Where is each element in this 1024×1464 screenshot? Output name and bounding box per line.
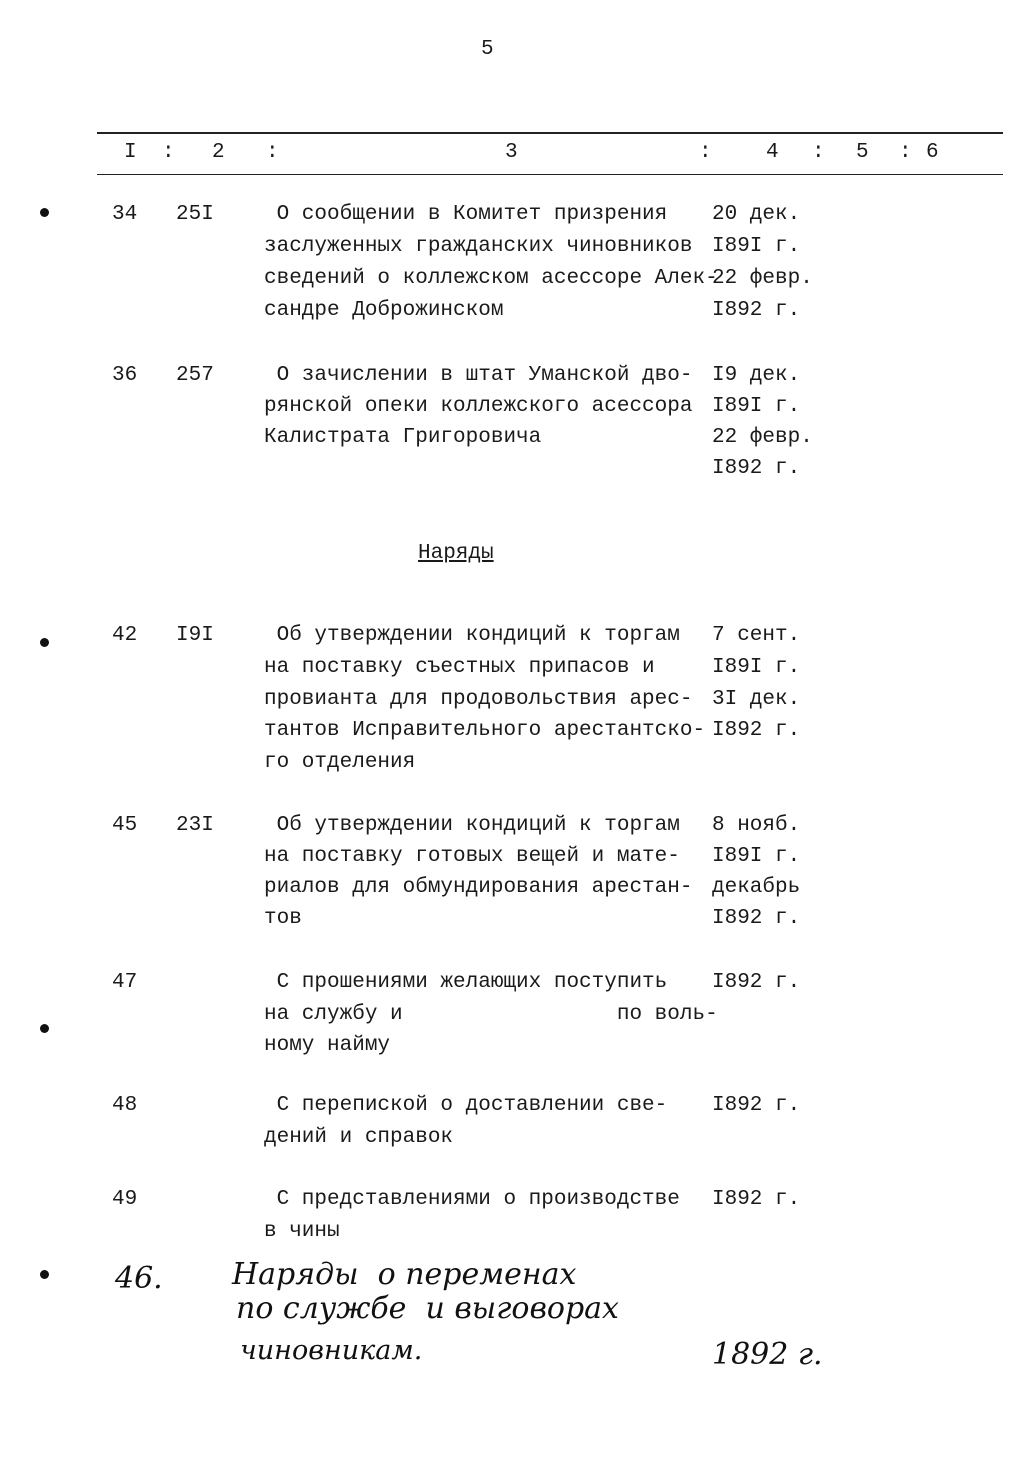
entry-number: 34: [112, 203, 138, 226]
entry-description-line: го отделения: [264, 751, 416, 774]
page-number: 5: [481, 38, 494, 61]
entry-date: I9 дек.: [712, 364, 801, 387]
entry-description-line: риалов для обмундирования арестан-: [264, 876, 693, 899]
entry-date: I89I г.: [712, 395, 801, 418]
handwritten-line: по службе и выговорах: [236, 1291, 619, 1326]
item-number: 23I: [176, 814, 214, 837]
entry-date: декабрь: [712, 876, 801, 899]
entry-description-line: Калистрата Григоровича: [264, 426, 542, 449]
entry-number: 49: [112, 1188, 138, 1211]
entry-date: 3I дек.: [712, 688, 801, 711]
column-separator: :: [812, 141, 825, 164]
entry-date: I892 г.: [712, 1094, 801, 1117]
entry-description-line: О зачислении в штат Уманской дво-: [264, 364, 693, 387]
entry-description-line: С перепиской о доставлении све-: [264, 1094, 668, 1117]
punch-mark: [40, 638, 49, 647]
entry-description-line: на поставку готовых вещей и мате-: [264, 845, 680, 868]
column-header-4: 4: [766, 141, 779, 164]
entry-description-line: провианта для продовольствия арес-: [264, 688, 693, 711]
entry-description-line: на поставку съестных припасов и: [264, 656, 655, 679]
entry-date: I892 г.: [712, 299, 801, 322]
item-number: I9I: [176, 624, 214, 647]
entry-description-line: тантов Исправительного арестантско-: [264, 719, 706, 742]
handwritten-entry-number: 46.: [115, 1261, 163, 1296]
column-header-5: 5: [856, 141, 869, 164]
column-header-1: I: [124, 141, 137, 164]
entry-date: 22 февр.: [712, 267, 813, 290]
handwritten-line: чиновникам.: [240, 1335, 423, 1366]
entry-date: I89I г.: [712, 656, 801, 679]
column-separator: :: [899, 141, 912, 164]
column-separator: :: [266, 141, 279, 164]
column-separator: :: [699, 141, 712, 164]
entry-date: 8 нояб.: [712, 814, 801, 837]
entry-date: I892 г.: [712, 457, 801, 480]
entry-description-line: дений и справок: [264, 1126, 454, 1149]
handwritten-line: Наряды о переменах: [232, 1257, 577, 1292]
header-bottom-rule: [97, 174, 1003, 175]
entry-description-line: тов: [264, 907, 302, 930]
header-top-rule: [97, 132, 1003, 134]
entry-description-line: в чины: [264, 1220, 340, 1243]
entry-number: 45: [112, 814, 138, 837]
punch-mark: [40, 1024, 49, 1033]
punch-mark: [40, 1270, 49, 1279]
entry-date: 22 февр.: [712, 426, 813, 449]
entry-date: I89I г.: [712, 845, 801, 868]
column-header-2: 2: [212, 141, 225, 164]
entry-description-line: сандре Доброжинском: [264, 299, 504, 322]
entry-date: 7 сент.: [712, 624, 801, 647]
entry-date: I892 г.: [712, 907, 801, 930]
entry-number: 36: [112, 364, 138, 387]
section-title: Наряды: [418, 542, 494, 565]
entry-description-line: С прошениями желающих поступить: [264, 971, 668, 994]
punch-mark: [40, 208, 49, 217]
entry-description-line: сведений о коллежском асессоре Алек-: [264, 267, 718, 290]
column-header-6: 6: [926, 141, 939, 164]
entry-number: 47: [112, 971, 138, 994]
entry-description-line: ному найму: [264, 1034, 391, 1057]
entry-date: I892 г.: [712, 1188, 801, 1211]
entry-number: 48: [112, 1094, 138, 1117]
entry-description-line: С представлениями о производстве: [264, 1188, 680, 1211]
entry-date: I89I г.: [712, 235, 801, 258]
entry-date: I892 г.: [712, 971, 801, 994]
entry-date: I892 г.: [712, 719, 801, 742]
entry-description-line: заслуженных гражданских чиновников: [264, 235, 693, 258]
item-number: 257: [176, 364, 214, 387]
item-number: 25I: [176, 203, 214, 226]
entry-number: 42: [112, 624, 138, 647]
entry-description-line: Об утверждении кондиций к торгам: [264, 814, 680, 837]
handwritten-date: 1892 г.: [712, 1337, 823, 1372]
entry-description-line: на службу и по воль-: [264, 1003, 718, 1026]
entry-date: 20 дек.: [712, 203, 801, 226]
entry-description-line: рянской опеки коллежского асессора: [264, 395, 693, 418]
entry-description-line: О сообщении в Комитет призрения: [264, 203, 668, 226]
entry-description-line: Об утверждении кондиций к торгам: [264, 624, 680, 647]
column-separator: :: [162, 141, 175, 164]
column-header-3: 3: [505, 141, 518, 164]
